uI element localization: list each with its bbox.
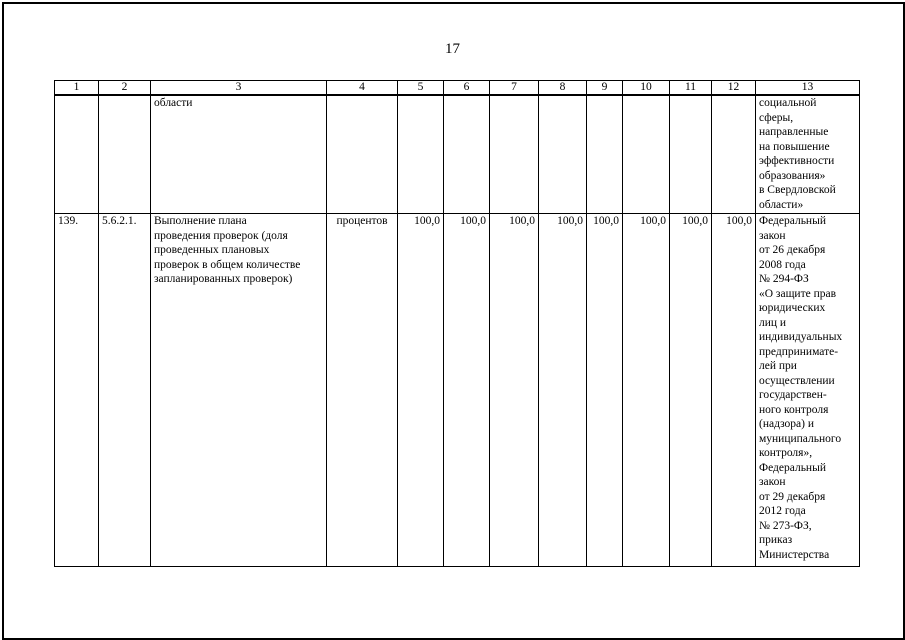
cell-139-value-7: 100,0 xyxy=(490,214,539,567)
cell-139-code: 5.6.2.1. xyxy=(99,214,151,567)
cell-cont-5 xyxy=(398,95,444,214)
cell-cont-6 xyxy=(444,95,490,214)
cell-cont-11 xyxy=(670,95,712,214)
header-cell-9: 9 xyxy=(587,81,623,96)
data-table xyxy=(54,80,860,567)
table-row-continuation xyxy=(55,95,860,214)
header-cell-2: 2 xyxy=(99,81,151,96)
header-cell-10: 10 xyxy=(623,81,670,96)
header-cell-13: 13 xyxy=(756,81,860,96)
cell-139-unit: процентов xyxy=(327,214,398,567)
cell-139-value-12: 100,0 xyxy=(712,214,756,567)
cell-cont-10 xyxy=(623,95,670,214)
cell-cont-2 xyxy=(99,95,151,214)
header-cell-6: 6 xyxy=(444,81,490,96)
page-number: 17 xyxy=(445,41,460,57)
cell-139-index: 139. xyxy=(55,214,99,567)
cell-cont-4 xyxy=(327,95,398,214)
header-cell-3: 3 xyxy=(151,81,327,96)
header-cell-11: 11 xyxy=(670,81,712,96)
cell-139-value-11: 100,0 xyxy=(670,214,712,567)
header-cell-8: 8 xyxy=(539,81,587,96)
cell-139-legal-basis: Федеральный закон от 26 декабря 2008 года № 294-ФЗ «О защите прав юридических лиц и индивидуальных предпринимате- лей при осуществлении государствен- ного контроля (надзора) и муниципального контроля», Федеральный закон от 29 декабря 2012 года № 273-ФЗ, приказ Министерства xyxy=(756,214,860,567)
header-row xyxy=(55,81,860,96)
cell-139-indicator: Выполнение плана проведения проверок (доля проведенных плановых проверок в общем количестве запланированных проверок) xyxy=(151,214,327,567)
header-cell-7: 7 xyxy=(490,81,539,96)
cell-cont-7 xyxy=(490,95,539,214)
cell-139-value-9: 100,0 xyxy=(587,214,623,567)
cell-cont-3: области xyxy=(151,95,327,214)
cell-139-value-10: 100,0 xyxy=(623,214,670,567)
cell-cont-12 xyxy=(712,95,756,214)
cell-cont-9 xyxy=(587,95,623,214)
cell-cont-8 xyxy=(539,95,587,214)
cell-139-value-5: 100,0 xyxy=(398,214,444,567)
cell-139-value-6: 100,0 xyxy=(444,214,490,567)
header-cell-12: 12 xyxy=(712,81,756,96)
table-row-139 xyxy=(55,214,860,567)
cell-139-value-8: 100,0 xyxy=(539,214,587,567)
cell-cont-13: социальной сферы, направленные на повышение эффективности образования» в Свердловской области» xyxy=(756,95,860,214)
header-cell-4: 4 xyxy=(327,81,398,96)
header-cell-5: 5 xyxy=(398,81,444,96)
cell-cont-1 xyxy=(55,95,99,214)
header-cell-1: 1 xyxy=(55,81,99,96)
